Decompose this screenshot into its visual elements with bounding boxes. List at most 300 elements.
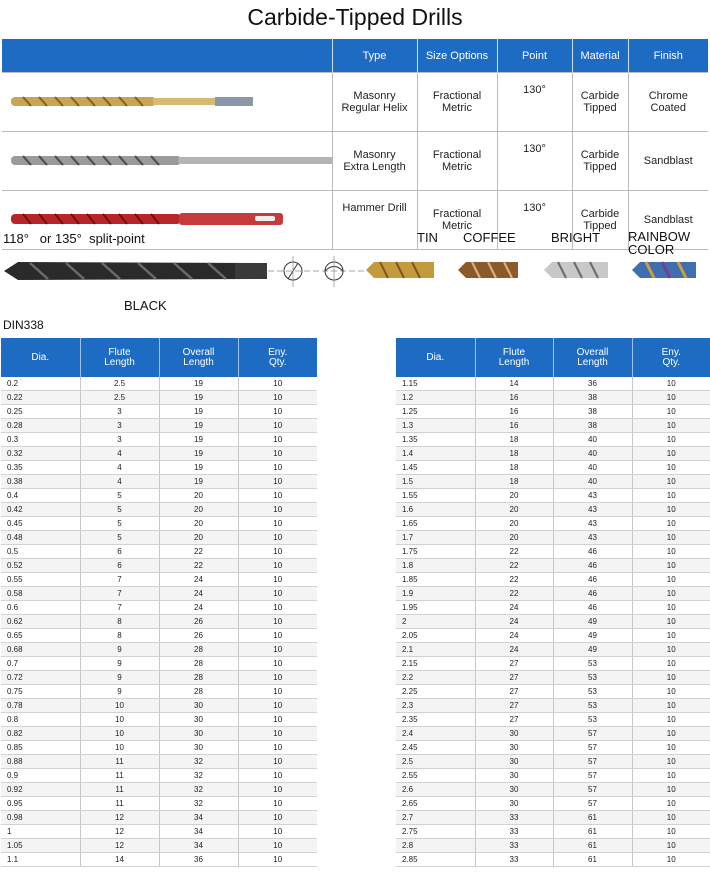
table-row: [1, 461, 317, 475]
cell-flute-length: 27: [475, 699, 553, 713]
cell-flute-length: 27: [475, 685, 553, 699]
cell-overall-length: 49: [553, 615, 632, 629]
tin-drill-image: [366, 258, 436, 282]
cell-overall-length: 36: [553, 377, 632, 391]
point-angle-label: 118° or 135° split-point: [3, 231, 145, 246]
product-table: [2, 39, 708, 250]
cell-eny-qty: 10: [238, 839, 317, 853]
table-row: [1, 657, 317, 671]
cell-eny-qty: 10: [632, 573, 710, 587]
cell-eny-qty: 10: [632, 489, 710, 503]
cell-flute-length: 6: [80, 559, 159, 573]
cell-dia: 0.55: [1, 573, 80, 587]
cell-dia: 2.3: [396, 699, 475, 713]
table-row: [396, 657, 710, 671]
cell-eny-qty: 10: [238, 377, 317, 391]
cell-dia: 1.6: [396, 503, 475, 517]
cell-dia: 1.05: [1, 839, 80, 853]
cell-flute-length: 33: [475, 825, 553, 839]
product-row: [2, 132, 708, 191]
cell-overall-length: 40: [553, 433, 632, 447]
cell-overall-length: 38: [553, 405, 632, 419]
cell-flute-length: 10: [80, 699, 159, 713]
cell-overall-length: 57: [553, 755, 632, 769]
cell-overall-length: 28: [159, 643, 238, 657]
cell-dia: 2.6: [396, 783, 475, 797]
cell-overall-length: 43: [553, 517, 632, 531]
cell-eny-qty: 10: [632, 839, 710, 853]
header-dia: Dia.: [1, 338, 80, 377]
product-size-options: Fractional Metric: [417, 191, 497, 250]
table-row: [1, 587, 317, 601]
cell-flute-length: 3: [80, 405, 159, 419]
coffee-drill-image: [458, 258, 520, 282]
cell-dia: 1.95: [396, 601, 475, 615]
cell-eny-qty: 10: [632, 615, 710, 629]
cell-dia: 0.7: [1, 657, 80, 671]
cell-dia: 1.65: [396, 517, 475, 531]
table-row: [1, 797, 317, 811]
cell-overall-length: 40: [553, 461, 632, 475]
cell-dia: 0.78: [1, 699, 80, 713]
cell-overall-length: 28: [159, 685, 238, 699]
table-row: [1, 629, 317, 643]
cell-overall-length: 20: [159, 517, 238, 531]
cell-overall-length: 24: [159, 573, 238, 587]
cell-dia: 1.9: [396, 587, 475, 601]
cell-eny-qty: 10: [632, 447, 710, 461]
cell-eny-qty: 10: [238, 531, 317, 545]
bright-drill-image: [544, 258, 610, 282]
cell-dia: 2: [396, 615, 475, 629]
cell-overall-length: 53: [553, 699, 632, 713]
cell-eny-qty: 10: [632, 587, 710, 601]
cell-dia: 1.3: [396, 419, 475, 433]
cell-flute-length: 30: [475, 741, 553, 755]
product-material: Carbide Tipped: [572, 191, 628, 250]
cell-flute-length: 22: [475, 559, 553, 573]
cell-overall-length: 61: [553, 853, 632, 867]
cell-overall-length: 19: [159, 391, 238, 405]
table-row: [396, 783, 710, 797]
cell-flute-length: 7: [80, 601, 159, 615]
cell-eny-qty: 10: [238, 391, 317, 405]
cell-flute-length: 6: [80, 545, 159, 559]
cell-flute-length: 4: [80, 447, 159, 461]
cell-flute-length: 12: [80, 839, 159, 853]
table-row: [396, 797, 710, 811]
cell-flute-length: 33: [475, 839, 553, 853]
cell-flute-length: 11: [80, 797, 159, 811]
cell-dia: 0.42: [1, 503, 80, 517]
cell-flute-length: 27: [475, 671, 553, 685]
cell-overall-length: 57: [553, 783, 632, 797]
table-row: [1, 391, 317, 405]
cell-eny-qty: 10: [238, 433, 317, 447]
cell-dia: 0.5: [1, 545, 80, 559]
cell-flute-length: 30: [475, 727, 553, 741]
cell-overall-length: 30: [159, 727, 238, 741]
cell-overall-length: 19: [159, 475, 238, 489]
cell-eny-qty: 10: [238, 475, 317, 489]
cell-flute-length: 22: [475, 587, 553, 601]
table-row: [396, 601, 710, 615]
cell-dia: 2.1: [396, 643, 475, 657]
table-row: [396, 699, 710, 713]
cell-overall-length: 32: [159, 783, 238, 797]
cell-overall-length: 19: [159, 447, 238, 461]
cell-dia: 0.25: [1, 405, 80, 419]
table-row: [1, 531, 317, 545]
table-row: [1, 825, 317, 839]
cell-eny-qty: 10: [238, 783, 317, 797]
cell-dia: 0.85: [1, 741, 80, 755]
cell-flute-length: 20: [475, 489, 553, 503]
cell-flute-length: 18: [475, 447, 553, 461]
cell-flute-length: 11: [80, 769, 159, 783]
cell-eny-qty: 10: [632, 559, 710, 573]
table-row: [396, 489, 710, 503]
cell-eny-qty: 10: [238, 517, 317, 531]
table-row: [1, 377, 317, 391]
black-label: BLACK: [124, 298, 167, 313]
cell-flute-length: 24: [475, 643, 553, 657]
cell-overall-length: 57: [553, 727, 632, 741]
masonry-regular-helix-drill-image: [3, 78, 333, 124]
cell-overall-length: 46: [553, 587, 632, 601]
cell-flute-length: 3: [80, 433, 159, 447]
cell-dia: 1.75: [396, 545, 475, 559]
cell-overall-length: 19: [159, 461, 238, 475]
product-size-options: Fractional Metric: [417, 73, 497, 132]
cell-dia: 0.62: [1, 615, 80, 629]
cell-eny-qty: 10: [238, 405, 317, 419]
cell-overall-length: 34: [159, 811, 238, 825]
cell-dia: 1.25: [396, 405, 475, 419]
table-row: [396, 713, 710, 727]
cell-overall-length: 61: [553, 825, 632, 839]
cell-overall-length: 30: [159, 713, 238, 727]
cell-flute-length: 16: [475, 405, 553, 419]
cell-overall-length: 19: [159, 433, 238, 447]
cell-dia: 1.45: [396, 461, 475, 475]
cell-dia: 2.85: [396, 853, 475, 867]
cell-eny-qty: 10: [632, 811, 710, 825]
product-image: [2, 132, 332, 191]
cell-flute-length: 30: [475, 797, 553, 811]
header-dia: Dia.: [396, 338, 475, 377]
cell-dia: 2.35: [396, 713, 475, 727]
cell-overall-length: 19: [159, 377, 238, 391]
masonry-extra-length-drill-image: [3, 137, 333, 183]
cell-dia: 2.8: [396, 839, 475, 853]
cell-dia: 2.05: [396, 629, 475, 643]
cell-overall-length: 32: [159, 769, 238, 783]
table-row: [1, 769, 317, 783]
table-row: [396, 391, 710, 405]
header-size-options: Size Options: [417, 39, 497, 73]
table-row: [396, 475, 710, 489]
cell-eny-qty: 10: [238, 685, 317, 699]
cell-overall-length: 38: [553, 391, 632, 405]
table-row: [1, 853, 317, 867]
table-row: [396, 573, 710, 587]
product-material: Carbide Tipped: [572, 132, 628, 191]
cell-eny-qty: 10: [238, 811, 317, 825]
cell-dia: 0.9: [1, 769, 80, 783]
cell-eny-qty: 10: [238, 419, 317, 433]
cell-overall-length: 24: [159, 601, 238, 615]
cell-dia: 1: [1, 825, 80, 839]
cell-dia: 0.28: [1, 419, 80, 433]
cell-dia: 0.32: [1, 447, 80, 461]
table-row: [396, 727, 710, 741]
cell-dia: 0.58: [1, 587, 80, 601]
cell-flute-length: 22: [475, 545, 553, 559]
table-row: [396, 853, 710, 867]
rainbow-drill-image: [632, 258, 698, 282]
cell-flute-length: 12: [80, 811, 159, 825]
cell-overall-length: 46: [553, 601, 632, 615]
cell-flute-length: 24: [475, 629, 553, 643]
cell-eny-qty: 10: [632, 545, 710, 559]
cell-dia: 1.85: [396, 573, 475, 587]
table-row: [396, 377, 710, 391]
cell-eny-qty: 10: [632, 531, 710, 545]
cell-eny-qty: 10: [632, 657, 710, 671]
cell-dia: 0.65: [1, 629, 80, 643]
header-finish: Finish: [628, 39, 708, 73]
cell-overall-length: 49: [553, 643, 632, 657]
cell-flute-length: 5: [80, 503, 159, 517]
cell-overall-length: 43: [553, 489, 632, 503]
cell-overall-length: 32: [159, 797, 238, 811]
cell-dia: 0.6: [1, 601, 80, 615]
header-flute-length: Flute Length: [80, 338, 159, 377]
cell-eny-qty: 10: [238, 797, 317, 811]
table-row: [1, 839, 317, 853]
cell-overall-length: 57: [553, 769, 632, 783]
cell-overall-length: 46: [553, 573, 632, 587]
table-row: [1, 489, 317, 503]
cell-overall-length: 57: [553, 741, 632, 755]
cell-eny-qty: 10: [238, 629, 317, 643]
cell-overall-length: 57: [553, 797, 632, 811]
cell-eny-qty: 10: [632, 755, 710, 769]
cell-eny-qty: 10: [632, 391, 710, 405]
cell-eny-qty: 10: [238, 545, 317, 559]
cell-dia: 1.1: [1, 853, 80, 867]
table-row: [1, 517, 317, 531]
tin-label: TIN: [417, 230, 438, 245]
cell-overall-length: 20: [159, 489, 238, 503]
cell-dia: 1.15: [396, 377, 475, 391]
table-row: [1, 755, 317, 769]
cell-overall-length: 20: [159, 503, 238, 517]
cell-flute-length: 5: [80, 517, 159, 531]
product-finish: Chrome Coated: [628, 73, 708, 132]
cell-flute-length: 3: [80, 419, 159, 433]
cell-eny-qty: 10: [632, 671, 710, 685]
cell-eny-qty: 10: [238, 601, 317, 615]
table-row: [1, 419, 317, 433]
cell-overall-length: 28: [159, 657, 238, 671]
cell-eny-qty: 10: [238, 713, 317, 727]
cell-overall-length: 49: [553, 629, 632, 643]
cell-dia: 1.35: [396, 433, 475, 447]
table-row: [396, 517, 710, 531]
bright-label: BRIGHT: [551, 230, 601, 245]
cell-eny-qty: 10: [632, 475, 710, 489]
cell-overall-length: 53: [553, 713, 632, 727]
header-point: Point: [497, 39, 572, 73]
cell-overall-length: 61: [553, 811, 632, 825]
product-size-options: Fractional Metric: [417, 132, 497, 191]
cell-eny-qty: 10: [238, 489, 317, 503]
product-material: Carbide Tipped: [572, 73, 628, 132]
cell-overall-length: 19: [159, 405, 238, 419]
cell-eny-qty: 10: [238, 741, 317, 755]
table-row: [396, 839, 710, 853]
table-row: [396, 769, 710, 783]
cell-dia: 2.4: [396, 727, 475, 741]
cell-eny-qty: 10: [632, 797, 710, 811]
cell-flute-length: 22: [475, 573, 553, 587]
cell-eny-qty: 10: [238, 671, 317, 685]
cell-eny-qty: 10: [238, 503, 317, 517]
cell-flute-length: 18: [475, 433, 553, 447]
table-row: [1, 783, 317, 797]
cell-dia: 0.35: [1, 461, 80, 475]
cell-overall-length: 46: [553, 545, 632, 559]
cell-overall-length: 32: [159, 755, 238, 769]
table-row: [1, 573, 317, 587]
cell-dia: 1.7: [396, 531, 475, 545]
product-image: [2, 73, 332, 132]
cell-flute-length: 30: [475, 769, 553, 783]
cell-overall-length: 53: [553, 657, 632, 671]
cell-flute-length: 18: [475, 475, 553, 489]
cell-flute-length: 20: [475, 517, 553, 531]
cell-eny-qty: 10: [632, 433, 710, 447]
cell-flute-length: 16: [475, 419, 553, 433]
cell-eny-qty: 10: [632, 377, 710, 391]
cell-flute-length: 4: [80, 461, 159, 475]
cell-eny-qty: 10: [632, 853, 710, 867]
cell-eny-qty: 10: [238, 573, 317, 587]
cell-dia: 1.2: [396, 391, 475, 405]
cell-overall-length: 43: [553, 503, 632, 517]
table-row: [1, 741, 317, 755]
cell-eny-qty: 10: [238, 587, 317, 601]
table-row: [1, 671, 317, 685]
cell-flute-length: 2.5: [80, 391, 159, 405]
table-row: [1, 545, 317, 559]
cell-overall-length: 36: [159, 853, 238, 867]
header-overall-length: Overall Length: [553, 338, 632, 377]
cell-dia: 0.52: [1, 559, 80, 573]
header-eny-qty: Eny. Qty.: [238, 338, 317, 377]
table-row: [396, 811, 710, 825]
table-row: [396, 503, 710, 517]
cell-dia: 2.55: [396, 769, 475, 783]
product-finish: Sandblast: [628, 191, 708, 250]
rainbow-color-label: RAINBOW COLOR: [628, 229, 691, 257]
table-row: [396, 671, 710, 685]
cell-flute-length: 14: [475, 377, 553, 391]
cell-overall-length: 43: [553, 531, 632, 545]
table-row: [1, 503, 317, 517]
cell-flute-length: 30: [475, 783, 553, 797]
table-row: [396, 461, 710, 475]
table-row: [1, 811, 317, 825]
din338-label: DIN338: [3, 318, 44, 332]
cell-dia: 2.5: [396, 755, 475, 769]
cell-flute-length: 30: [475, 755, 553, 769]
table-row: [396, 447, 710, 461]
cell-flute-length: 16: [475, 391, 553, 405]
page-title: Carbide-Tipped Drills: [247, 4, 463, 30]
cell-overall-length: 34: [159, 825, 238, 839]
cell-eny-qty: 10: [238, 615, 317, 629]
cell-dia: 2.25: [396, 685, 475, 699]
table-row: [396, 433, 710, 447]
table-row: [1, 615, 317, 629]
cell-flute-length: 18: [475, 461, 553, 475]
cell-eny-qty: 10: [632, 783, 710, 797]
cell-overall-length: 34: [159, 839, 238, 853]
cell-flute-length: 20: [475, 503, 553, 517]
cell-dia: 1.4: [396, 447, 475, 461]
cell-flute-length: 33: [475, 853, 553, 867]
cell-eny-qty: 10: [632, 503, 710, 517]
header-material: Material: [572, 39, 628, 73]
header-type: Type: [332, 39, 417, 73]
cell-flute-length: 7: [80, 587, 159, 601]
table-row: [396, 825, 710, 839]
cell-eny-qty: 10: [238, 559, 317, 573]
product-point: 130°: [497, 132, 572, 191]
cell-flute-length: 2.5: [80, 377, 159, 391]
cell-dia: 0.2: [1, 377, 80, 391]
cell-flute-length: 9: [80, 657, 159, 671]
table-row: [1, 601, 317, 615]
cell-dia: 1.8: [396, 559, 475, 573]
cell-dia: 2.65: [396, 797, 475, 811]
cell-overall-length: 38: [553, 419, 632, 433]
table-row: [1, 643, 317, 657]
cell-flute-length: 5: [80, 489, 159, 503]
cell-eny-qty: 10: [632, 713, 710, 727]
cell-eny-qty: 10: [632, 741, 710, 755]
table-row: [1, 433, 317, 447]
cell-flute-length: 8: [80, 629, 159, 643]
cell-overall-length: 30: [159, 741, 238, 755]
cell-dia: 0.45: [1, 517, 80, 531]
cell-flute-length: 8: [80, 615, 159, 629]
cell-flute-length: 33: [475, 811, 553, 825]
cell-dia: 2.15: [396, 657, 475, 671]
black-drill-image: [0, 252, 372, 290]
cell-overall-length: 26: [159, 615, 238, 629]
cell-dia: 0.95: [1, 797, 80, 811]
cell-eny-qty: 10: [238, 825, 317, 839]
cell-dia: 0.3: [1, 433, 80, 447]
din-table-right: [396, 338, 710, 867]
cell-dia: 0.68: [1, 643, 80, 657]
cell-dia: 0.4: [1, 489, 80, 503]
table-row: [396, 559, 710, 573]
